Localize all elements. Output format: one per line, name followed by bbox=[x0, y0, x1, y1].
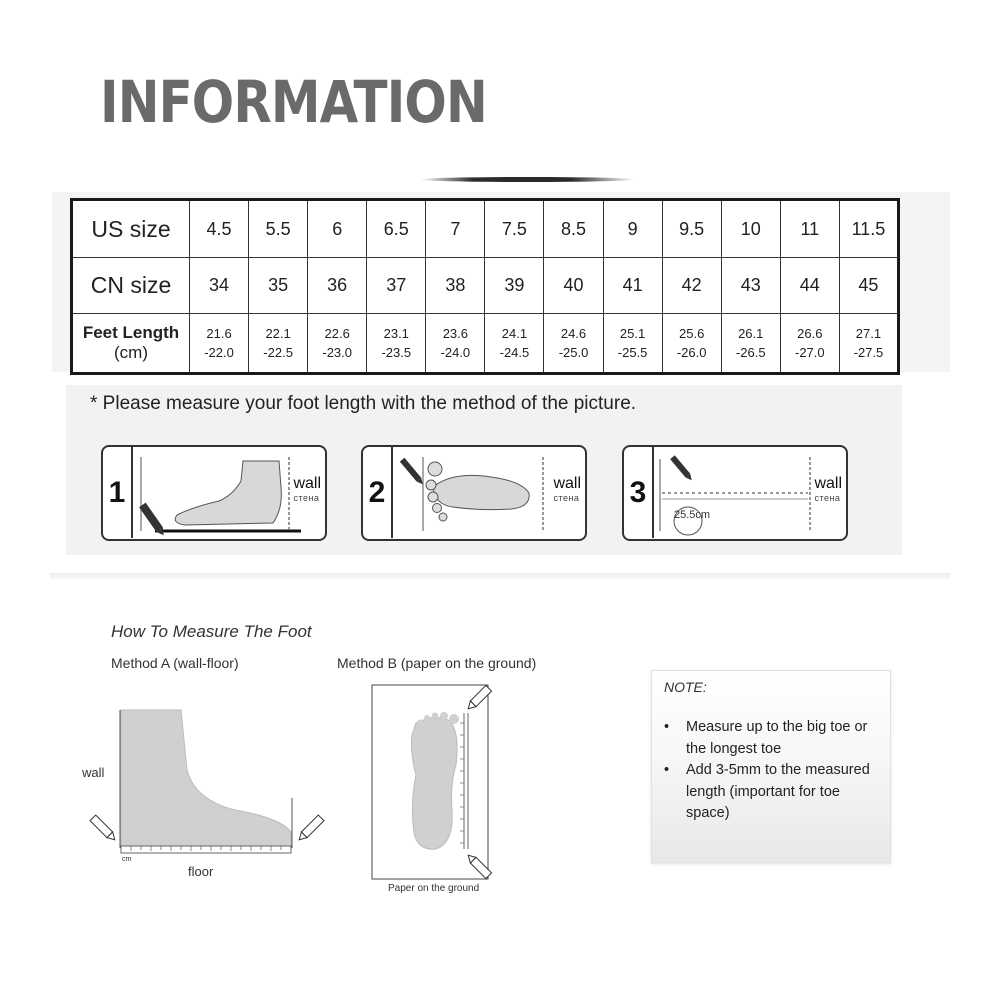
method-b-title: Method B (paper on the ground) bbox=[337, 655, 537, 671]
table-cell: 42 bbox=[662, 258, 721, 314]
row-label-us: US size bbox=[72, 200, 190, 258]
pencil-icon bbox=[139, 503, 167, 538]
range-max: -23.0 bbox=[322, 345, 353, 360]
table-cell: 38 bbox=[426, 258, 485, 314]
pencil-icon bbox=[670, 455, 694, 482]
pencil-icon bbox=[400, 458, 425, 486]
table-cell bbox=[780, 314, 839, 374]
table-cell: 7 bbox=[426, 200, 485, 258]
range-min: 25.6 bbox=[679, 326, 705, 341]
wall-label bbox=[553, 475, 581, 503]
wall-text-ru: стена bbox=[293, 493, 320, 503]
paper-label: Paper on the ground bbox=[388, 883, 480, 894]
feet-length-unit: (cm) bbox=[114, 343, 148, 362]
method-b-diagram bbox=[370, 683, 500, 883]
table-cell: 4.5 bbox=[190, 200, 249, 258]
range-max: -24.5 bbox=[499, 345, 530, 360]
wall-text-ru: стена bbox=[553, 493, 580, 503]
range-max: -22.5 bbox=[263, 345, 293, 360]
table-cell: 6.5 bbox=[367, 200, 426, 258]
table-cell: 34 bbox=[190, 258, 249, 314]
table-cell: 44 bbox=[780, 258, 839, 314]
range-max: -25.5 bbox=[617, 345, 648, 360]
title-underline bbox=[420, 177, 635, 182]
range-max: -24.0 bbox=[440, 345, 471, 360]
table-cell bbox=[662, 314, 721, 374]
note-list bbox=[664, 717, 886, 825]
table-cell bbox=[485, 314, 544, 374]
step-2-panel bbox=[361, 445, 587, 541]
page-title: INFORMATION bbox=[100, 68, 487, 136]
range-min: 26.6 bbox=[797, 326, 823, 341]
step-3-panel bbox=[622, 445, 848, 541]
howto-title: How To Measure The Foot bbox=[111, 622, 312, 641]
table-cell: 39 bbox=[485, 258, 544, 314]
table-row-feet-length bbox=[72, 314, 899, 374]
table-cell: 11 bbox=[780, 200, 839, 258]
table-cell bbox=[367, 314, 426, 374]
table-cell: 6 bbox=[308, 200, 367, 258]
pencil-icon bbox=[90, 815, 118, 843]
table-row-cn bbox=[72, 258, 899, 314]
range-min: 25.1 bbox=[619, 326, 646, 341]
range-max: -27.0 bbox=[795, 345, 825, 360]
measure-instruction: * Please measure your foot length with the method of the picture. bbox=[90, 393, 637, 414]
wall-text-ru: стена bbox=[814, 493, 841, 503]
table-cell bbox=[190, 314, 249, 374]
table-cell bbox=[249, 314, 308, 374]
method-a-diagram bbox=[85, 700, 325, 870]
range-min: 24.6 bbox=[560, 326, 587, 341]
table-cell: 43 bbox=[721, 258, 780, 314]
table-cell: 9.5 bbox=[662, 200, 721, 258]
wall-label bbox=[293, 475, 321, 503]
range-max: -26.5 bbox=[735, 345, 766, 360]
range-max: -23.5 bbox=[381, 345, 412, 360]
cm-label: cm bbox=[122, 856, 132, 863]
step-number: 3 bbox=[624, 447, 654, 538]
step-1-panel bbox=[101, 445, 327, 541]
floor-label: floor bbox=[188, 864, 214, 879]
table-cell: 8.5 bbox=[544, 200, 603, 258]
table-cell: 5.5 bbox=[249, 200, 308, 258]
step-number: 1 bbox=[103, 447, 133, 538]
range-min: 23.6 bbox=[442, 326, 468, 341]
step-number: 2 bbox=[363, 447, 393, 538]
note-item: • Add 3-5mm to the measured length (important for toe space) bbox=[664, 760, 886, 825]
wall-text: wall bbox=[553, 475, 581, 492]
range-min: 24.1 bbox=[501, 326, 528, 341]
wall-label bbox=[814, 475, 842, 503]
note-box bbox=[651, 670, 891, 863]
table-cell bbox=[839, 314, 898, 374]
range-min: 26.1 bbox=[738, 326, 764, 341]
table-cell: 35 bbox=[249, 258, 308, 314]
range-max: -26.0 bbox=[676, 345, 707, 360]
range-max: -25.0 bbox=[558, 345, 589, 360]
section-divider bbox=[50, 573, 950, 581]
method-a-title: Method A (wall-floor) bbox=[111, 655, 239, 671]
row-label-cn: CN size bbox=[72, 258, 190, 314]
range-min: 22.1 bbox=[265, 326, 291, 341]
measurement-value: 25.5cm bbox=[674, 509, 711, 521]
row-label-feet-length bbox=[72, 314, 190, 374]
table-cell: 9 bbox=[603, 200, 662, 258]
table-cell: 45 bbox=[839, 258, 898, 314]
range-max: -22.0 bbox=[204, 345, 234, 360]
wall-text: wall bbox=[293, 475, 321, 492]
pencil-icon bbox=[296, 815, 324, 843]
table-cell: 36 bbox=[308, 258, 367, 314]
range-min: 22.6 bbox=[324, 326, 350, 341]
table-cell: 7.5 bbox=[485, 200, 544, 258]
range-max: -27.5 bbox=[853, 345, 884, 360]
table-cell bbox=[721, 314, 780, 374]
note-item: • Measure up to the big toe or the longest toe bbox=[664, 717, 886, 760]
table-cell: 40 bbox=[544, 258, 603, 314]
size-table bbox=[70, 198, 900, 375]
table-cell: 10 bbox=[721, 200, 780, 258]
range-min: 23.1 bbox=[383, 326, 409, 341]
table-cell bbox=[544, 314, 603, 374]
table-cell bbox=[308, 314, 367, 374]
table-cell: 41 bbox=[603, 258, 662, 314]
table-cell: 11.5 bbox=[839, 200, 898, 258]
table-cell bbox=[603, 314, 662, 374]
table-cell: 37 bbox=[367, 258, 426, 314]
table-cell bbox=[426, 314, 485, 374]
wall-text: wall bbox=[814, 475, 842, 492]
wall-label: wall bbox=[82, 765, 105, 780]
table-row-us bbox=[72, 200, 899, 258]
range-min: 21.6 bbox=[206, 326, 232, 341]
note-title: NOTE: bbox=[664, 679, 707, 695]
range-min: 27.1 bbox=[855, 326, 882, 341]
feet-length-label: Feet Length bbox=[82, 323, 180, 342]
